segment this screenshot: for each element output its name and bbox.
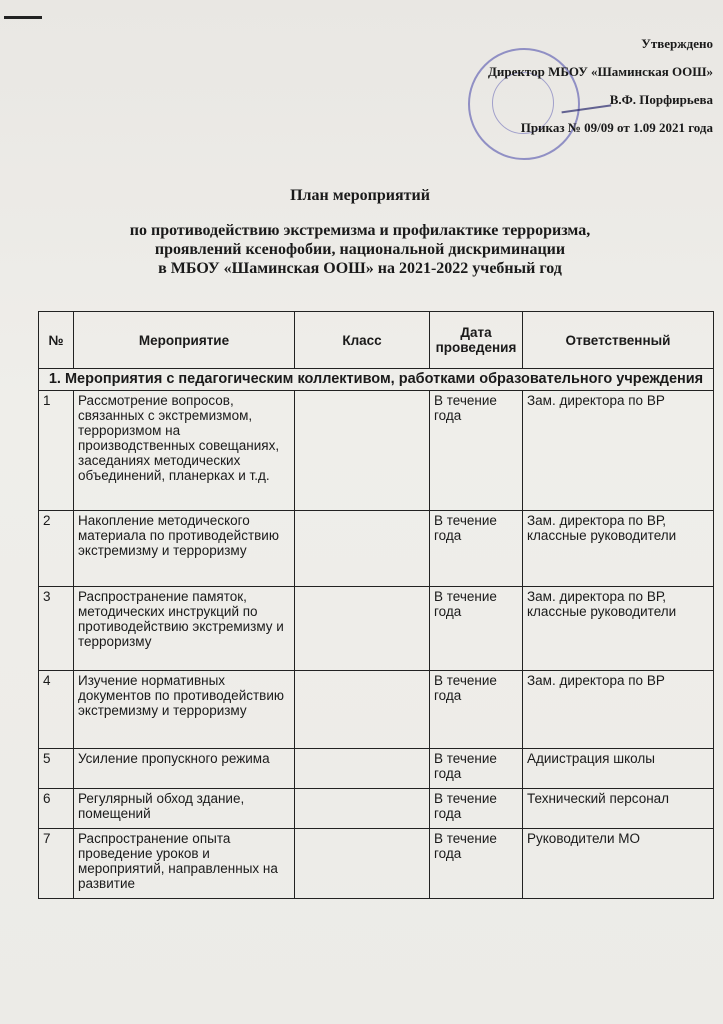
row-event: Усиление пропускного режима bbox=[74, 749, 295, 789]
row-responsible: Адиистрация школы bbox=[523, 749, 714, 789]
section-row bbox=[39, 369, 714, 391]
row-class bbox=[295, 391, 430, 511]
row-responsible: Зам. директора по ВР, классные руководители bbox=[523, 511, 714, 587]
approval-block bbox=[413, 36, 713, 148]
row-date: В течение года bbox=[430, 789, 523, 829]
row-responsible: Руководители МО bbox=[523, 829, 714, 899]
table-row bbox=[39, 749, 714, 789]
row-number: 1 bbox=[39, 391, 74, 511]
row-number: 7 bbox=[39, 829, 74, 899]
events-table bbox=[38, 311, 714, 899]
row-responsible: Технический персонал bbox=[523, 789, 714, 829]
row-date: В течение года bbox=[430, 511, 523, 587]
table-row bbox=[39, 511, 714, 587]
row-event: Распространение опыта проведение уроков и мероприятий, направленных на развитие bbox=[74, 829, 295, 899]
header-responsible: Ответственный bbox=[523, 312, 714, 369]
header-number: № bbox=[39, 312, 74, 369]
document-title bbox=[60, 186, 660, 278]
row-event: Распространение памяток, методических инструкций по противодействию экстремизму и терроризму bbox=[74, 587, 295, 671]
section-title: 1. Мероприятия с педагогическим коллективом, работками образовательного учреждения bbox=[39, 369, 714, 391]
director-name: В.Ф. Порфирьева bbox=[609, 92, 713, 107]
row-date: В течение года bbox=[430, 829, 523, 899]
row-class bbox=[295, 671, 430, 749]
row-date: В течение года bbox=[430, 749, 523, 789]
header-date: Дата проведения bbox=[430, 312, 523, 369]
order-line: Приказ № 09/09 от 1.09 2021 года bbox=[520, 120, 713, 135]
table-row bbox=[39, 587, 714, 671]
row-class bbox=[295, 511, 430, 587]
row-event: Изучение нормативных документов по противодействию экстремизму и терроризму bbox=[74, 671, 295, 749]
table-row bbox=[39, 829, 714, 899]
row-responsible: Зам. директора по ВР, классные руководители bbox=[523, 587, 714, 671]
title-line-1: по противодействию экстремизма и профилактике терроризма, bbox=[129, 222, 591, 239]
table-row bbox=[39, 671, 714, 749]
row-date: В течение года bbox=[430, 587, 523, 671]
title-line-2: проявлений ксенофобии, национальной дискриминации bbox=[154, 241, 566, 258]
table-row bbox=[39, 391, 714, 511]
table-header-row bbox=[39, 312, 714, 369]
row-responsible: Зам. директора по ВР bbox=[523, 391, 714, 511]
row-class bbox=[295, 749, 430, 789]
header-class: Класс bbox=[295, 312, 430, 369]
row-class bbox=[295, 789, 430, 829]
row-class bbox=[295, 829, 430, 899]
row-event: Регулярный обход здание, помещений bbox=[74, 789, 295, 829]
row-number: 2 bbox=[39, 511, 74, 587]
row-class bbox=[295, 587, 430, 671]
row-number: 5 bbox=[39, 749, 74, 789]
title-line-3: в МБОУ «Шаминская ООШ» на 2021-2022 учебный год bbox=[158, 260, 562, 277]
page-title: План мероприятий bbox=[290, 187, 430, 204]
row-responsible: Зам. директора по ВР bbox=[523, 671, 714, 749]
table-row bbox=[39, 789, 714, 829]
approved-label: Утверждено bbox=[641, 36, 713, 51]
row-event: Накопление методического материала по противодействию экстремизму и терроризму bbox=[74, 511, 295, 587]
row-number: 4 bbox=[39, 671, 74, 749]
row-event: Рассмотрение вопросов, связанных с экстремизмом, терроризмом на производственных совещаниях, заседаниях методических объединений, планерках и т.д. bbox=[74, 391, 295, 511]
row-date: В течение года bbox=[430, 671, 523, 749]
row-number: 3 bbox=[39, 587, 74, 671]
row-number: 6 bbox=[39, 789, 74, 829]
scan-mark bbox=[4, 16, 42, 19]
header-event: Мероприятие bbox=[74, 312, 295, 369]
row-date: В течение года bbox=[430, 391, 523, 511]
director-line: Директор МБОУ «Шаминская ООШ» bbox=[487, 64, 713, 79]
